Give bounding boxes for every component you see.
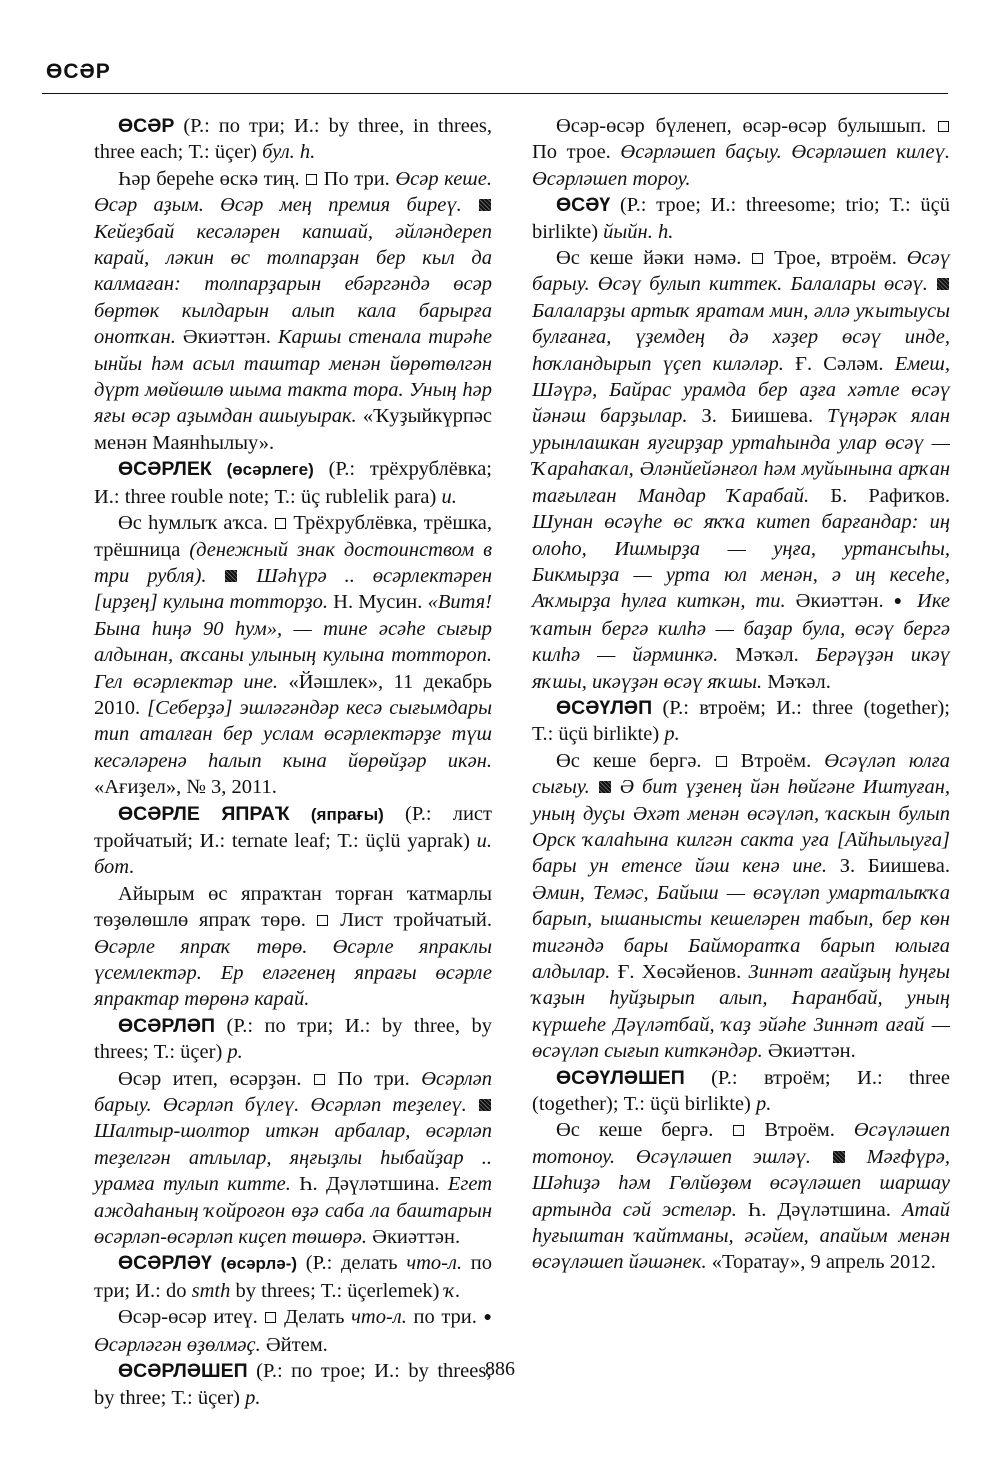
- entry-osarlek: ӨСӘРЛЕК (өсәрлеге) (Р.: трёхрублёвка; И.: three rouble note; Т.: üç rublelik para) и.: [94, 458, 492, 508]
- entry-osarlashep-body: Өсәр-өсәр бүленеп, өсәр-өсәр булышып. По трое. Өсәрләшеп баҫыу. Өсәрләшеп килеү. Өсәрләшеп тороу.: [532, 115, 951, 190]
- entry-osarlek-body: Өс һумлыҡ аҡса. Трёхрублёвка, трёшка, трёшница (денежный знак достоинством в три рубля). Шәһүрә .. өсәрлектәрен [ирҙең] кулына тотторҙо. Н. Мусин. «Витя! Бына һиңә 90 һум», — тине әсәһе сығыр алдынан, аҡсаны улының кулына тоттороп. Гел өсәрлектәр ине. «Йәшлек», 11 декабрь 2010. [Себерҙә] эшләгәндәр кесә сығымдары тип аталған бер услам өсәрлектәрҙе түш кесәләренә һалып кына йөрөйҙәр икән. «Ағиҙел», № 3, 2011.: [94, 512, 493, 799]
- entry-osarlashep: ӨСӘРЛӘШЕП (Р.: по трое; И.: by threes; by three; Т.: üçer) р.: [94, 1360, 492, 1409]
- square-icon: [306, 174, 317, 185]
- entry-osar-body: Һәр берeһe өскә тиң. По три. Өсәр кеше. Өсәр аҙым. Өсәр мең премия биреү. Кейеҙбай кесәләрен капшай, әйләндереп карай, ләкин өс толпарҙан бер кыл да калмаған: толпарҙарын ебәргәндә өсәр бөртөк кылдарын алып кала барырға онотҡан. Әкиәттән. Каршы стенала тирәһе ынйы һәм асыл таштар менән йөрөтөлгән дүрт мөйөшлө шыма такта тора. Уның һәр яғы өсәр аҙымдан ашыуырак. «Ҡуҙыйкүрпәс менән Маянһылыу».: [94, 167, 492, 454]
- square-icon: [275, 518, 286, 529]
- page-number: 886: [485, 1358, 515, 1380]
- header-rule: [42, 93, 948, 94]
- left-column: [94, 113, 492, 1411]
- entry-osarle-yaprak: ӨСӘРЛЕ ЯПРАҠ (япрағы) (Р.: лист тройчатый; И.: ternate leaf; Т.: üçlü yaprak) и. бот.: [94, 802, 492, 879]
- filled-square-icon: [225, 570, 237, 582]
- square-icon: [265, 1312, 276, 1323]
- entry-osau-body: Өс кеше йәки нәмә. Трое, втроём. Өсәү барыу. Өсәү булып киттек. Балалары өсәү. Балаларҙы артыҡ яратам мин, әллә уҡытыусы булғанға, үҙемдең дә хәҙер өсәү инде, һоҡландырып үҫеп киләләр. Ғ. Сәләм. Емеш, Шәүрә, Байрас урамда бер аҙға хәтле өсәү йәнәш барҙылар. З. Биишева. Түңәрәк ялан урынлашкан яугирҙар уртаһында улар өсәү — Ҡараһаҡал, Әләнйейәнғол һәм муйынына арҡан тағылған Мандар Ҡарабай. Б. Рафиҡов. Шунан өсәүһе өс яҡҡа китеп барғандар: иң олоһо, Ишмырҙа — уңға, уртансыһы, Бикмырҙа — урта юл менән, ә иң кесеһе, Аҡмырҙа һулға киткән, ти. Әкиәттән. ● Ике ҡатын бергә килһә — баҙар була, өсәү бергә килһә — йәрминкә. Мәҡәл. Берәүҙән икәү яҡшы, икәүҙән өсәү яҡшы. Мәҡәл.: [532, 247, 951, 693]
- right-column: [532, 113, 950, 1276]
- filled-square-icon: [833, 1151, 845, 1163]
- entry-osar: ӨСӘР (Р.: по три; И.: by three, in threes, three each; Т.: üçer) бул. h.: [94, 115, 492, 164]
- square-icon: [716, 756, 727, 767]
- square-icon: [938, 121, 949, 132]
- entry-osaulashep: ӨСӘҮЛӘШЕП (Р.: втроём; И.: three (together); Т.: üçü birlikte) р.: [532, 1066, 950, 1116]
- square-icon: [752, 253, 763, 264]
- entry-osarlau: ӨСӘРЛӘҮ (өсәрлә-) (Р.: делать что-л. по три; И.: do smth by threes; Т.: üçerlemek) ҡ.: [94, 1252, 493, 1302]
- bullet-icon: ●: [483, 1310, 492, 1326]
- square-icon: [314, 1074, 325, 1085]
- entry-osarlap: ӨСӘРЛӘП (Р.: по три; И.: by three, by threes; Т.: üçer) р.: [94, 1014, 492, 1064]
- entry-osarlap-body: Өсәр итеп, өсәрҙән. По три. Өсәрләп барыу. Өсәрләп бүлеү. Өсәрләп теҙелеү. Шалтыр-шолтор иткән арбалар, өсәрләп теҙелгән атлылар, яңғыҙлы һыбайҙар .. урамға тулып китте. Һ. Дәүләтшина. Егет аждаһаның ҡойроғон өҙә саба ла баштарын өсәрләп-өсәрләп киҫеп төшөрә. Әкиәттән.: [94, 1067, 492, 1249]
- entry-osaulap: ӨСӘҮЛӘП (Р.: втроём; И.: three (together); Т.: üçü birlikte) р.: [532, 696, 950, 746]
- filled-square-icon: [479, 199, 491, 211]
- entry-osarlau-body: Өсәр-өсәр итеү. Делать что-л. по три. ● Өсәрләгән өҙөлмәҫ. Әйтем.: [94, 1306, 492, 1356]
- entry-osaulashep-body: Өс кеше бергә. Втроём. Өсәүләшеп тотоноу. Өсәүләшеп эшләү. Мәғфүрә, Шәһиҙә һәм Гөлйөҙөм өсәүләшеп шаршау артында сәй эстеләр. Һ. Дәүләтшина. Атай һуғыштан ҡайтманы, әсәйем, апайым менән өсәүләшеп йәшәнек. «Торатау», 9 апрель 2012.: [532, 1119, 951, 1274]
- entry-osau: ӨСӘҮ (Р.: трое; И.: threesome; trio; Т.: üçü birlikte) йыйн. h.: [532, 194, 950, 243]
- entry-osaulap-body: Өс кеше бергә. Втроём. Өсәүләп юлға сығыу. Ә бит үҙенең йән һөйгәне Иштуған, уның дуҫы Әхәт менән өсәүләп, ҡаскын булып Орск ҡалаһына килгән сакта уға [Айһылыуға] бары ун етенсе йәш кенә ине. З. Биишева. Әмин, Темәс, Байыш — өсәүләп умарталыҡҡа барып, ышанысты кешеләрен табып, бер көн тигәндә бары Байморатҡа барып юлыға алдылар. Ғ. Хөсәйенов. Зиннәт ағайҙың һуңғы ҡаҙын һуйҙырып алып, Һаранбай, уның күршеһе Дәүләтбай, ҡаҙ эйәһе Зиннәт ағай — өсәүләп сығып киткәндәр. Әкиәттән.: [532, 749, 951, 1063]
- filled-square-icon: [599, 781, 611, 793]
- entry-osarle-yaprak-body: Айырым өс япраҡтан торған ҡатмарлы төҙөлөшлө япраҡ төрө. Лист тройчатый. Өсәрле япраҡ төрө. Өсәрле япраклы үсемлектәр. Ер еләгенең япрағы өсәрле япрактар төрөнә карай.: [94, 882, 492, 1011]
- square-icon: [317, 915, 328, 926]
- bullet-icon: ●: [893, 594, 907, 610]
- filled-square-icon: [479, 1099, 491, 1111]
- square-icon: [733, 1125, 744, 1136]
- filled-square-icon: [937, 278, 949, 290]
- running-head: ӨСӘР: [46, 60, 111, 83]
